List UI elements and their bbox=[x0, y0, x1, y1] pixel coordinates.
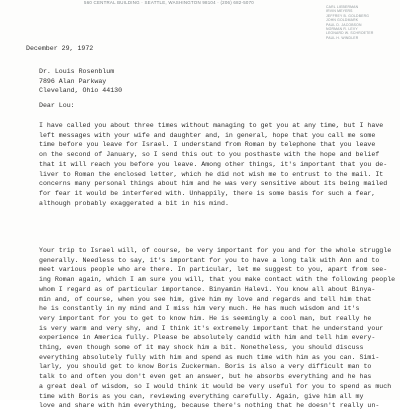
paragraph-line: although probably exaggerated a bit in his mind. bbox=[39, 199, 229, 207]
paragraph-line: I have called you about three times without managing to get you at any time, but I have bbox=[39, 122, 384, 129]
paragraph-line: talk to and often you don't even get an answer, but he absorbs everything and he has bbox=[39, 373, 372, 381]
paragraph-line: on the second of January, so I send this out to you posthaste with the hope and belief bbox=[39, 151, 380, 159]
paragraph-line: experience in America fully. Please be absolutely candid with him and tell him every- bbox=[39, 334, 376, 342]
body-paragraph-1 bbox=[39, 121, 387, 208]
paragraph-line: time before you leave for Israel. I understand from Roman by telephone that you leave bbox=[39, 141, 376, 149]
paragraph-line: he is constantly in my mind and I miss him very much. He has much wisdom and it's bbox=[39, 305, 360, 313]
partner-name: PAUL H. WINDLER bbox=[326, 35, 359, 40]
partner-name: PAUL D. JACOBSON bbox=[326, 22, 362, 27]
partner-name: JOHN GOLDMARK bbox=[326, 18, 359, 23]
paragraph-line: Your trip to Israel will, of course, be very important for you and for the whole struggle bbox=[39, 247, 392, 254]
partner-name: JEFFREY B. GOLDBERG bbox=[326, 13, 370, 18]
letter-date: December 29, 1972 bbox=[26, 45, 94, 52]
recipient-address-block bbox=[39, 67, 122, 96]
body-paragraph-2 bbox=[39, 246, 395, 411]
partner-name: LEONARD W. SCHROETER bbox=[326, 31, 374, 36]
partner-name: NORMAN R. LEVY bbox=[326, 27, 358, 32]
paragraph-line: love and share with him everything, because there's nothing that he doesn't really un- bbox=[39, 402, 380, 410]
salutation: Dear Lou: bbox=[39, 102, 75, 109]
paragraph-line: whom I regard as of particular importance. Binyamin Halevi. You know all about Binya- bbox=[39, 285, 376, 293]
paragraph-line: is very warm and very shy, and I think it's extremely important that he understand your bbox=[39, 324, 384, 332]
paragraph-line: ing Roman again, which I am sure you will, that you make contact with the following people bbox=[39, 276, 396, 284]
partner-name: IRVIN MEYERS bbox=[326, 9, 353, 14]
paragraph-line: concerns many personal things about him and he was very sensitive about its being mailed bbox=[39, 180, 388, 188]
paragraph-line: everything absolutely fully with him and spend as much time with him as you can. Simi- bbox=[39, 353, 380, 361]
paragraph-line: for fear it would be interfered with. Unhappily, there is some basis for such a fear, bbox=[39, 189, 376, 197]
paragraph-line: meet various people who are there. In particular, let me suggest to you, apart from see- bbox=[39, 266, 388, 274]
paragraph-line: left messages with your wife and daughter and, in general, hope that you call me some bbox=[39, 131, 376, 139]
recipient-name: Dr. Louis Rosenblum bbox=[39, 68, 115, 75]
paragraph-line: thing, even though some of it may shock him a bit. Nonetheless, you should discuss bbox=[39, 344, 364, 352]
recipient-city: Cleveland, Ohio 44130 bbox=[39, 87, 123, 95]
paragraph-line: generally. Needless to say, it's important for you to have a long talk with Ann and to bbox=[39, 256, 380, 264]
letterhead-partner-list bbox=[326, 5, 374, 40]
paragraph-line: very important for you to get to know him. He is seemingly a cool man, but really he bbox=[39, 314, 372, 322]
letterhead-address: 560 CENTRAL BUILDING · SEATTLE, WASHINGTON 98104 · (206) 682-5070 bbox=[84, 0, 254, 5]
paragraph-line: min and, of course, when you see him, give him my love and regards and tell him that bbox=[39, 295, 372, 303]
paragraph-line: time with Boris as you can, reviewing everything carefully. Again, give him all my bbox=[39, 392, 364, 400]
paragraph-line: that it will reach you before you leave. Among other things, it's important that you de- bbox=[39, 160, 388, 168]
paragraph-line: a great deal of wisdom, so I would think it would be very useful for you to spend as much bbox=[39, 382, 392, 390]
partner-name: CARL LIEBERMAN bbox=[326, 5, 359, 9]
paragraph-line: liver to Roman the enclosed letter, which he did not wish me to entrust to the mail. It bbox=[39, 170, 384, 178]
recipient-street: 7896 Alan Parkway bbox=[39, 77, 107, 85]
paragraph-line: larly, you should get to know Boris Zuckerman. Boris is also a very difficult man to bbox=[39, 363, 372, 371]
